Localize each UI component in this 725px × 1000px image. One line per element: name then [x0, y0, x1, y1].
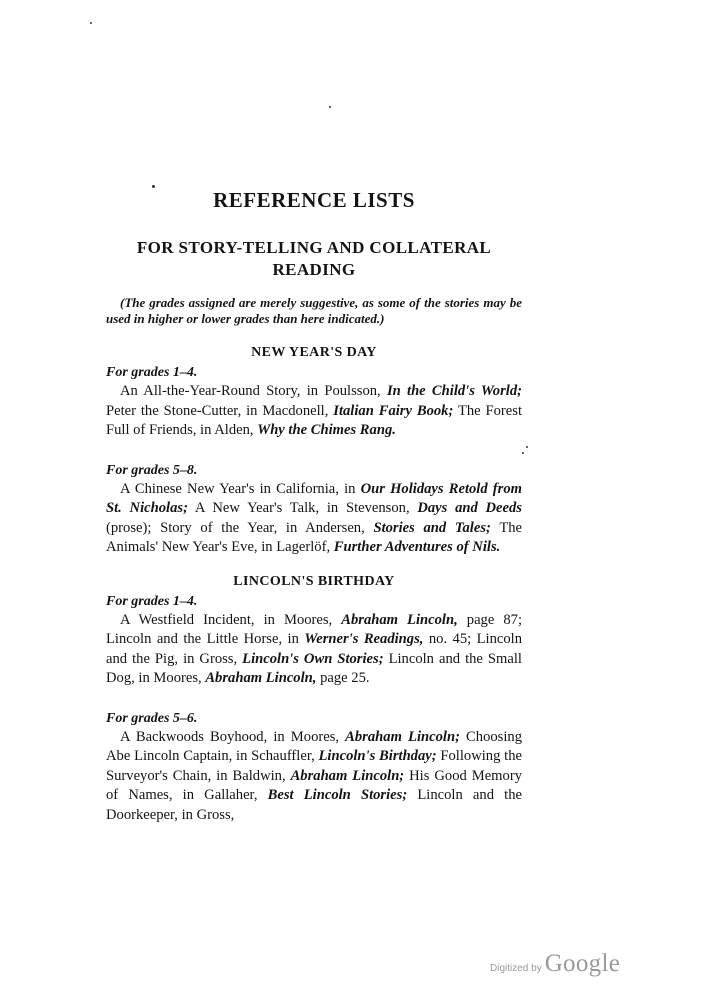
- entry-book-title: Further Adventures of Nils.: [333, 539, 501, 555]
- subtitle-line: FOR STORY-TELLING AND COLLATERAL: [136, 238, 492, 257]
- reference-entry: [106, 480, 522, 558]
- entry-text: Lincoln and the Small Dog, in Moores,: [106, 650, 522, 686]
- entry-text: The Forest Full of Friends, in Alden,: [106, 402, 522, 438]
- subtitle-line: READING: [272, 260, 356, 279]
- entry-book-title: Abraham Lincoln,: [205, 670, 317, 686]
- page-title: REFERENCE LISTS: [213, 188, 415, 212]
- entry-book-title: Our Holidays Retold from St. Nicholas;: [106, 480, 522, 516]
- entry-text: Choosing Abe Lincoln Captain, in Schauffler,: [106, 728, 523, 764]
- grade-label: For grades 5–8.: [106, 462, 198, 478]
- entry-book-title: Stories and Tales;: [373, 519, 491, 536]
- scan-speck: [526, 446, 528, 448]
- entry-text: page 25.: [316, 670, 370, 686]
- entry-text: His Good Memory of Names, in Gallaher,: [106, 767, 522, 803]
- entry-text: Following the Surveyor's Chain, in Baldwin,: [106, 748, 522, 784]
- entry-book-title: Why the Chimes Rang.: [257, 422, 396, 438]
- scan-speck: [90, 22, 92, 24]
- grade-label: For grades 5–6.: [106, 710, 198, 726]
- scan-speck: [522, 452, 524, 454]
- entry-text: page 87; Lincoln and the Little Horse, in: [106, 611, 522, 647]
- section-heading-new-year: NEW YEAR'S DAY: [251, 345, 377, 360]
- digitized-watermark: [490, 950, 620, 978]
- entry-text: A New Year's Talk, in Stevenson,: [187, 500, 418, 516]
- entry-text: A Backwoods Boyhood, in Moores,: [120, 728, 346, 745]
- entry-text: (prose); Story of the Year, in Andersen,: [106, 519, 374, 536]
- entry-text: Peter the Stone-Cutter, in Macdonell,: [106, 402, 334, 419]
- entry-book-title: Italian Fairy Book;: [333, 402, 454, 419]
- reference-entry: [106, 382, 522, 441]
- grades-note: (The grades assigned are merely suggestive, as some of the stories may be used in higher or lower grades than here indicated.): [106, 295, 522, 326]
- entry-book-title: Days and Deeds: [417, 500, 522, 516]
- book-page: [106, 188, 522, 825]
- entry-book-title: Werner's Readings,: [304, 631, 424, 647]
- entry-text: A Chinese New Year's in California, in: [120, 480, 361, 497]
- entry-book-title: Lincoln's Own Stories;: [242, 650, 384, 667]
- entry-text: Lincoln and the Doorkeeper, in Gross,: [106, 787, 522, 823]
- grade-label: For grades 1–4.: [106, 365, 198, 380]
- entry-text: The Animals' New Year's Eve, in Lagerlöf,: [106, 519, 523, 555]
- scan-speck: [329, 106, 331, 108]
- page-subtitle: [106, 237, 522, 281]
- watermark-prefix: Digitized by: [490, 963, 542, 974]
- entry-text: no. 45; Lincoln and the Pig, in Gross,: [106, 631, 522, 667]
- reference-entry: [106, 611, 522, 689]
- entry-book-title: Abraham Lincoln;: [345, 728, 460, 745]
- entry-text: An All-the-Year-Round Story, in Poulsson,: [120, 383, 387, 399]
- entry-book-title: Abraham Lincoln;: [290, 767, 405, 784]
- entry-book-title: Lincoln's Birthday;: [318, 748, 437, 764]
- section-heading-lincoln: LINCOLN'S BIRTHDAY: [233, 573, 395, 589]
- reference-entry: [106, 728, 522, 826]
- google-logo: Google: [544, 950, 621, 977]
- entry-text: A Westfield Incident, in Moores,: [120, 611, 342, 628]
- grade-label: For grades 1–4.: [106, 593, 198, 609]
- entry-book-title: In the Child's World;: [386, 383, 522, 399]
- entry-book-title: Best Lincoln Stories;: [267, 787, 408, 803]
- entry-book-title: Abraham Lincoln,: [341, 611, 458, 628]
